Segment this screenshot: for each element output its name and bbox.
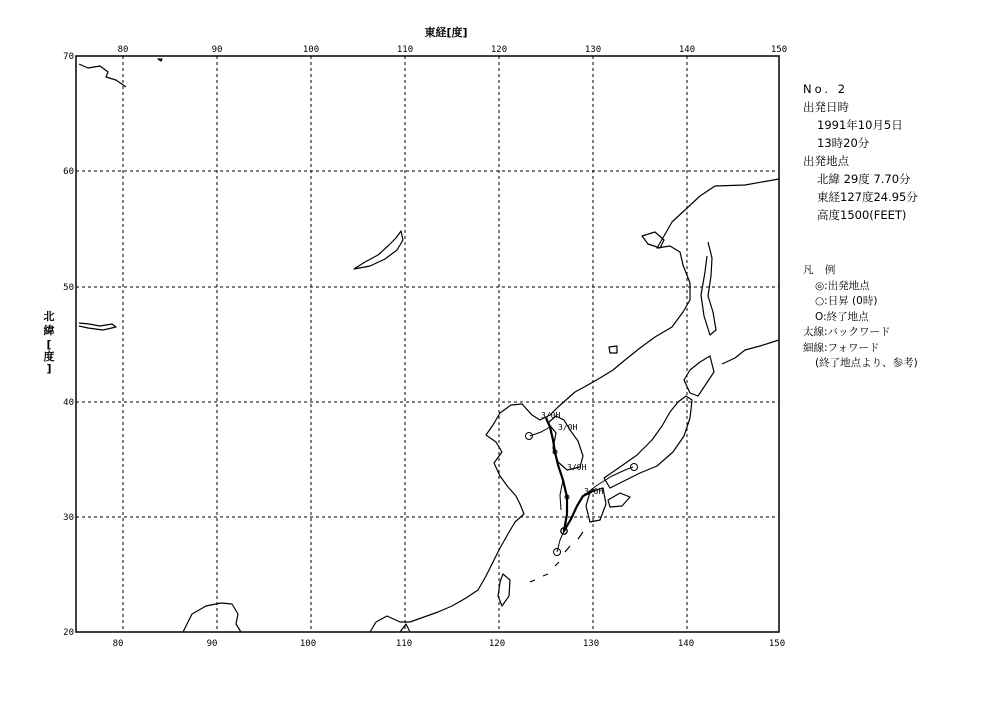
bottom-tick-100: 100: [299, 639, 317, 649]
departure-point-marker-center: [563, 530, 565, 532]
legend-item-forward: 細線:フォワード: [803, 341, 880, 354]
legend-item-end-point: O:終了地点: [815, 310, 869, 323]
legend-item-sunrise: ○:日昇 (0時): [815, 295, 878, 307]
track-label: 3/0H: [584, 487, 604, 496]
track-label: 3/0H: [558, 423, 578, 432]
grid-lines: [76, 56, 779, 632]
chart-number: No. 2: [803, 82, 849, 96]
top-tick-90: 90: [211, 45, 223, 55]
top-tick-100: 100: [302, 45, 320, 55]
top-axis-title: 東経[度]: [424, 26, 468, 39]
coast-taiwan: [498, 574, 510, 606]
coast-kamchatka-tip: [722, 340, 779, 364]
legend-item-departure: ◎:出発地点: [815, 279, 870, 292]
bottom-tick-90: 90: [206, 639, 218, 649]
coast-shikoku: [608, 493, 630, 507]
svg-text:緯: 緯: [43, 324, 55, 337]
departure-longitude: 東経127度24.95分: [817, 190, 918, 204]
coast-okhotsk-north: [642, 232, 664, 248]
left-tick-20: 20: [63, 628, 74, 638]
svg-text:北: 北: [43, 310, 55, 323]
top-tick-150: 150: [770, 45, 788, 55]
track-label: 3/0H: [541, 411, 561, 420]
bottom-tick-130: 130: [582, 639, 600, 649]
bottom-tick-110: 110: [395, 639, 413, 649]
departure-point-label: 出発地点: [803, 154, 849, 168]
legend-item-note: (終了地点より、参考): [815, 357, 918, 369]
left-tick-50: 50: [63, 283, 74, 293]
departure-latitude: 北緯 29度 7.70分: [817, 172, 911, 186]
bottom-tick-120: 120: [488, 639, 506, 649]
forward-track-2: [530, 427, 550, 436]
legend-item-backward: 太線:バックワード: [803, 326, 891, 338]
lake-balkhash: [79, 323, 116, 330]
end-point-marker: [631, 464, 638, 471]
legend-title: 凡 例: [803, 264, 840, 276]
forward-track-4: [560, 480, 563, 510]
map-frame: [76, 56, 779, 632]
coast-sea-japan-island: [609, 346, 617, 353]
coast-east-asia-mainland: [370, 179, 779, 632]
bottom-tick-80: 80: [112, 639, 124, 649]
bottom-tick-140: 140: [677, 639, 695, 649]
legend: [803, 263, 918, 372]
svg-text:]: ]: [46, 362, 52, 375]
top-tick-80: 80: [117, 45, 129, 55]
top-tick-130: 130: [584, 45, 602, 55]
left-tick-40: 40: [63, 398, 74, 408]
top-tick-120: 120: [490, 45, 508, 55]
left-tick-60: 60: [63, 167, 74, 177]
departure-date: 1991年10月5日: [817, 118, 903, 132]
info-panel: [803, 80, 918, 224]
coast-sakhalin: [701, 242, 716, 335]
departure-clock: 13時20分: [817, 136, 870, 150]
left-axis-title: [43, 310, 55, 375]
svg-text:[: [: [46, 338, 52, 351]
islands-ryukyu: [530, 532, 583, 582]
top-tick-110: 110: [396, 45, 414, 55]
backward-track-main: [546, 418, 567, 531]
left-tick-30: 30: [63, 513, 74, 523]
departure-time-label: 出発日時: [803, 100, 849, 114]
left-tick-70: 70: [63, 52, 74, 62]
coast-arctic-northwest: [79, 64, 126, 87]
top-tick-140: 140: [678, 45, 696, 55]
coast-honshu: [604, 396, 692, 488]
track-label: 3/0H: [567, 463, 587, 472]
departure-altitude: 高度1500(FEET): [817, 208, 907, 222]
left-axis-ticks: [63, 52, 74, 638]
top-axis-ticks: [118, 45, 788, 55]
svg-text:度: 度: [43, 350, 55, 363]
coast-south-asia: [183, 603, 241, 632]
bottom-axis-ticks: [113, 639, 786, 649]
coast-hokkaido: [684, 356, 714, 396]
coast-arctic-dot: [158, 59, 162, 61]
lake-baikal: [354, 231, 403, 269]
bottom-tick-150: 150: [768, 639, 786, 649]
coastlines: [79, 59, 779, 632]
